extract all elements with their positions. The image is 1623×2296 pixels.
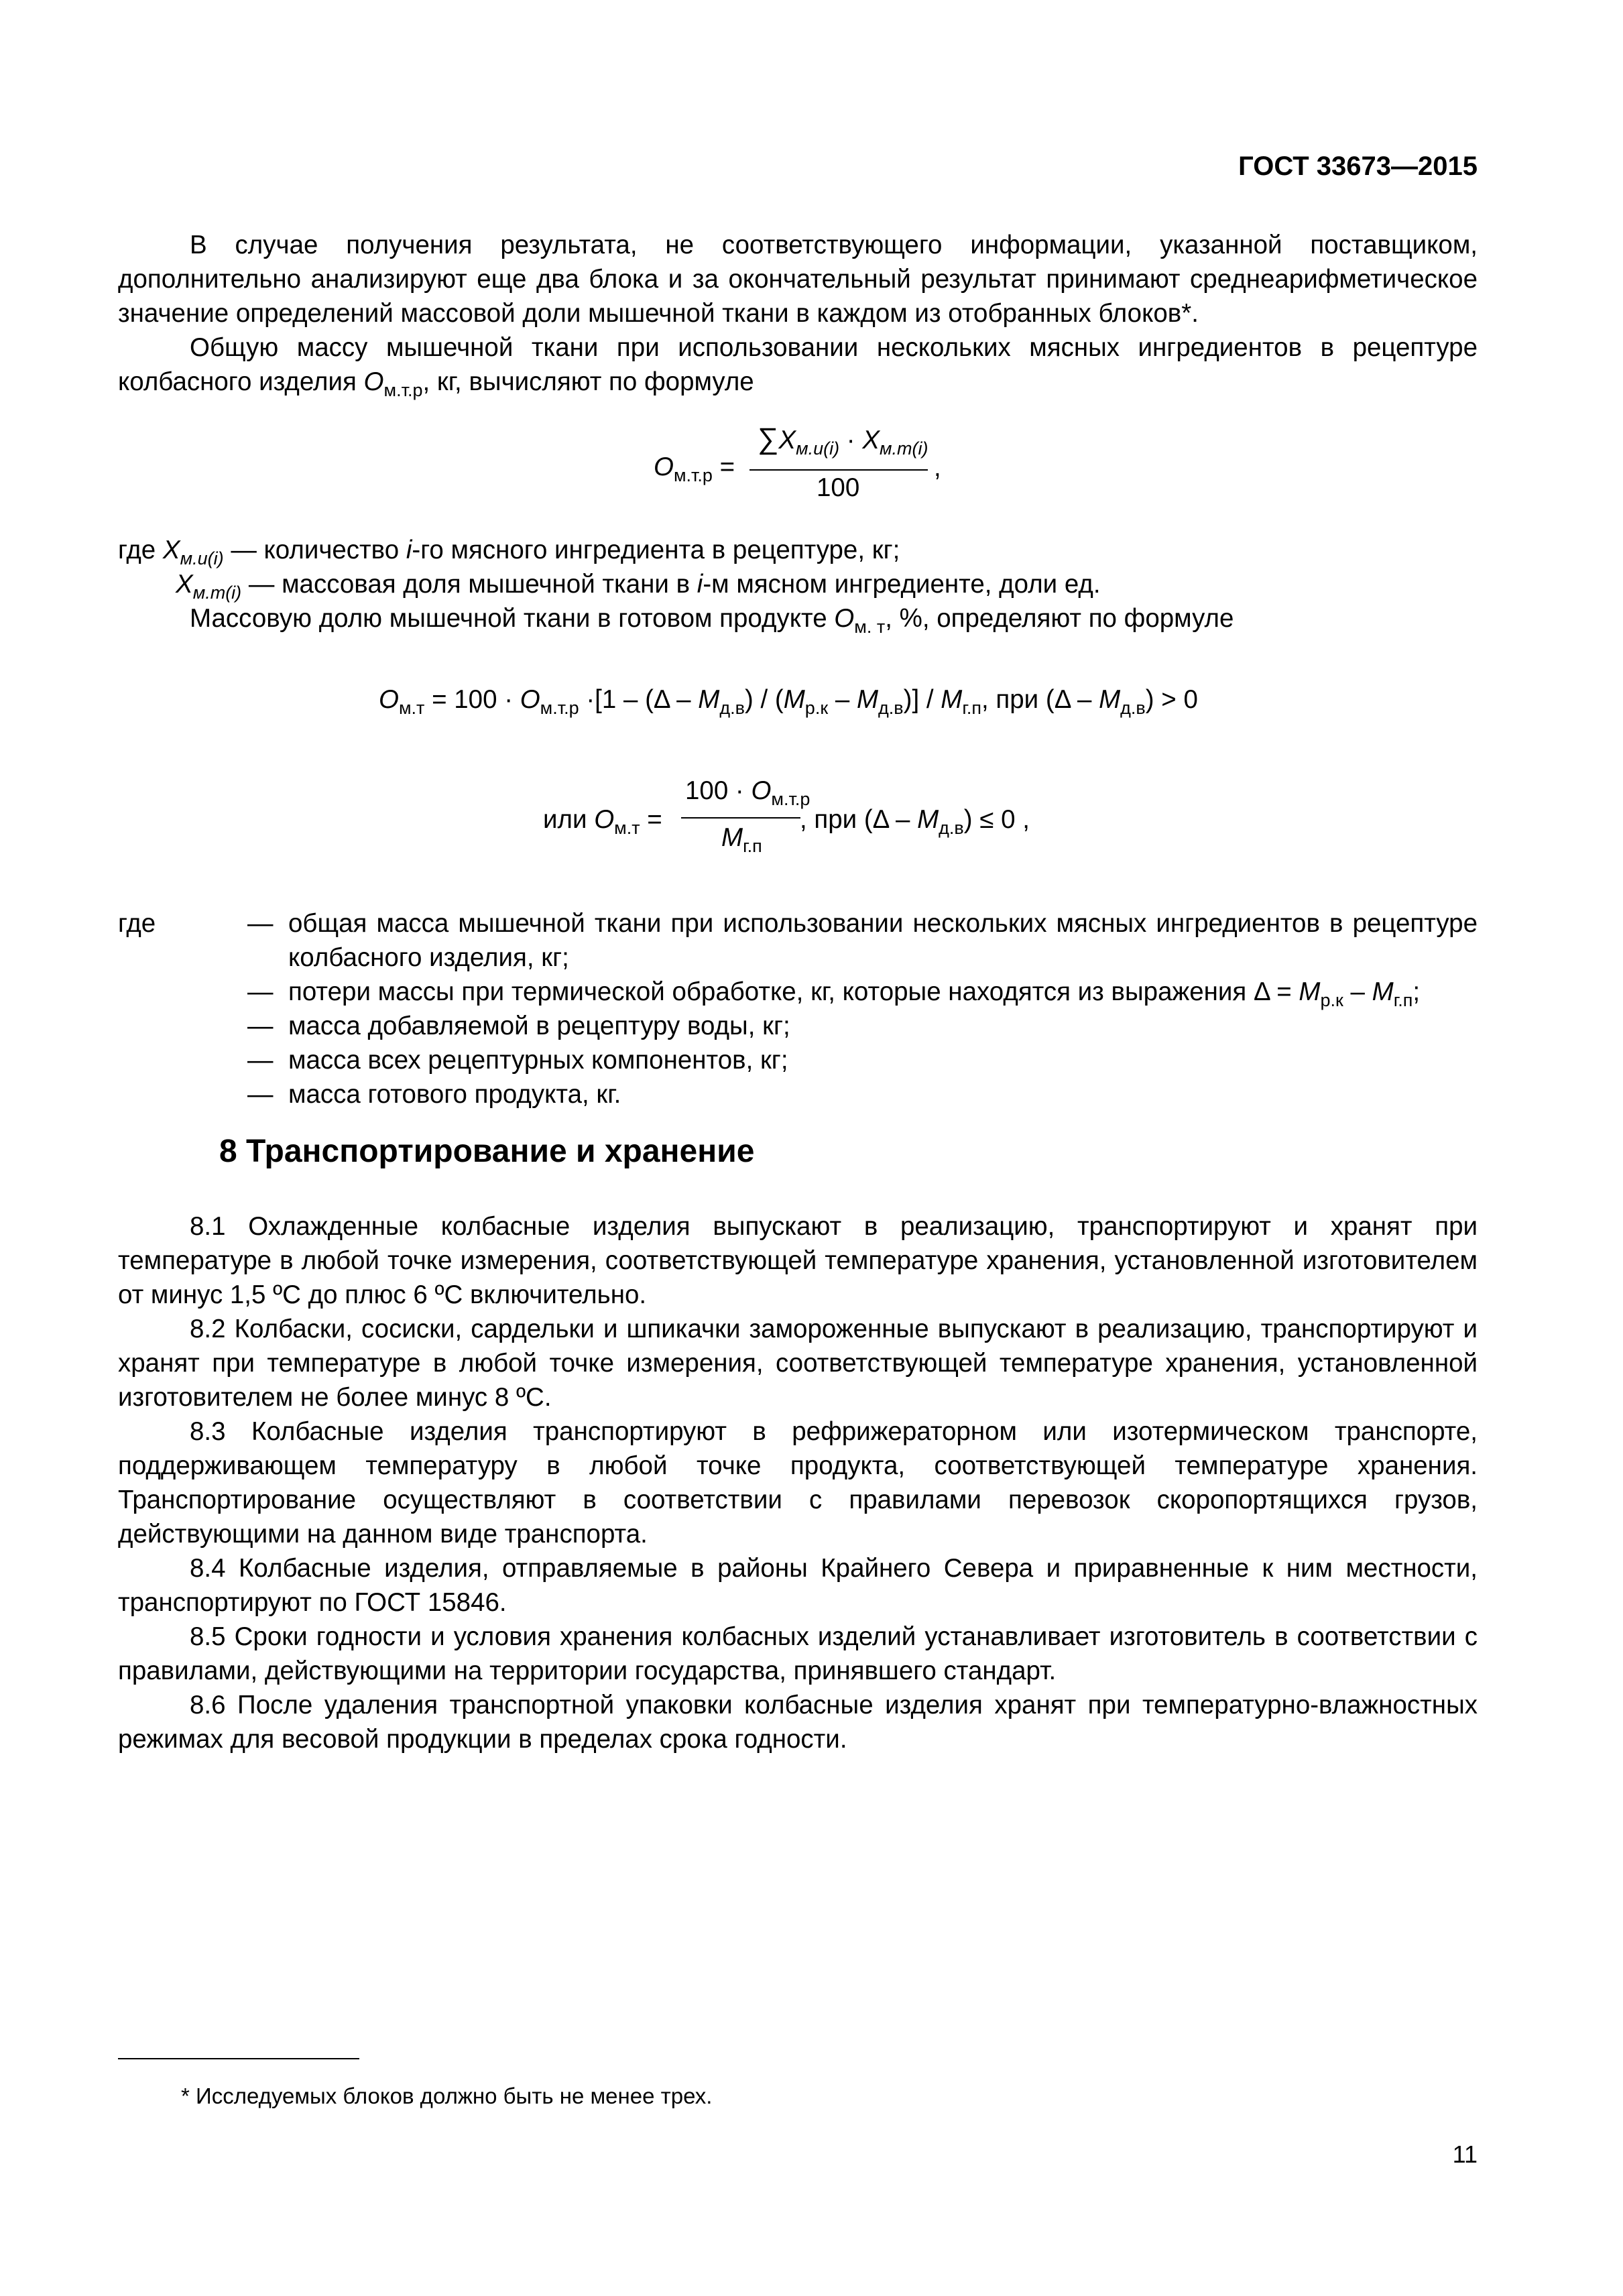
legend-3-row-2: $X_{м.т(i)}$ — массовая доля мышечной ткани в i-м мясном ингредиенте, доли ед.: [176, 570, 1101, 603]
footnote-divider: [118, 2058, 359, 2059]
formula-4-denominator: $М_{г.п}$: [721, 823, 762, 856]
fraction-bar: [681, 817, 800, 819]
footnote: * Исследуемых блоков должно быть не менее трех.: [181, 2083, 713, 2108]
item-8-5: 8.5 Сроки годности и условия хранения колбасных изделий устанавливает изготовитель в соответствии с правилами, действующими на территории государства, принявшего стандарт.: [118, 1622, 1478, 1685]
page-number: 11: [1452, 2140, 1478, 2168]
formula-3-numerator: $\sum X_{м.и(i)} \cdot X_{м.т(i)}$: [758, 422, 928, 459]
document-number: ГОСТ 33673—2015: [1238, 152, 1478, 181]
item-8-2: 8.2 Колбаски, сосиски, сардельки и шпикачки замороженные выпускают в реализацию, транспортируют и хранят при температуре в любой точке измерения, соответствующей температуре хранения, установленной изготовителем не более минус 8 ºС.: [118, 1315, 1478, 1412]
item-8-6: 8.6 После удаления транспортной упаковки колбасные изделия хранят при температурно-влажностных режимах для весовой продукции в пределах срока годности.: [118, 1691, 1478, 1754]
section-8-title: 8 Транспортирование и хранение: [219, 1134, 755, 1169]
legend-3-row-1: где $X_{м.и(i)}$ — количество i-го мясного ингредиента в рецептуре, кг;: [118, 536, 900, 568]
item-8-4: 8.4 Колбасные изделия, отправляемые в районы Крайнего Севера и приравненные к ним местности, транспортируют по ГОСТ 15846.: [118, 1554, 1478, 1617]
formula-4-line-1: $О_{м.т} = 100 \cdot О_{м.т.р} \cdot[1 - (\Delta - М_{д.в}) / (М_{р.к} - М_{д.в})] / М_{г.п}$, при $(\Delta - М_{д.в}) > 0$: [379, 685, 1198, 718]
item-8-3: 8.3 Колбасные изделия транспортируют в рефрижераторном или изотермическом транспорте, поддерживающем температуру в любой точке продукта, соответствующей температуре хранения. Транспортирование осуществляют в соответствии с правилами перевозок скоропортящихся грузов, действующими на данном виде транспорта.: [118, 1417, 1478, 1549]
paragraph-total-mass: Общую массу мышечной ткани при использовании нескольких мясных ингредиентов в рецептуре колбасного изделия $О_{м.т.р}$, кг, вычисляют по формуле: [118, 333, 1478, 400]
formula-4-numerator: $100 \cdot О_{м.т.р}$: [685, 776, 810, 809]
paragraph-result-mismatch: В случае получения результата, не соответствующего информации, указанной поставщиком, дополнительно анализируют еще два блока и за окончательный результат принимают среднеарифметическое значение определений массовой доли мышечной ткани в каждом из отобранных блоков*.: [118, 231, 1478, 328]
item-8-1: 8.1 Охлажденные колбасные изделия выпускают в реализацию, транспортируют и хранят при температуре в любой точке измерения, соответствующей температуре хранения, установленной изготовителем от минус 1,5 ºС до плюс 6 ºС включительно.: [118, 1212, 1478, 1309]
paragraph-mass-fraction: Массовую долю мышечной ткани в готовом продукте $О_{м. т}$, %, определяют по формуле: [190, 604, 1234, 637]
fraction-bar: [749, 469, 928, 471]
